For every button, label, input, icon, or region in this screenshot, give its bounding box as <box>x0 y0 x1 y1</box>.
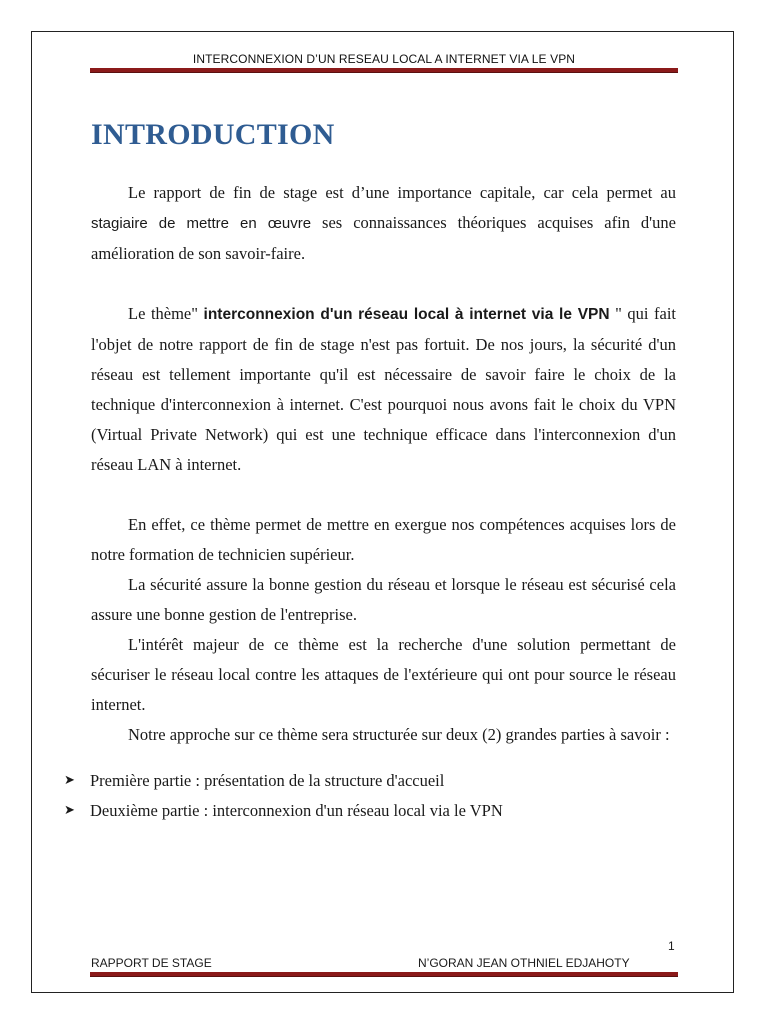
paragraph-1-sans-text: stagiaire de mettre en œuvre <box>91 215 312 232</box>
paragraph-1-text-end: ses connaissances théoriques acquises afin d'une amélioration de son savoir-faire. <box>91 213 676 263</box>
paragraph-2 <box>91 299 676 480</box>
list-item <box>64 766 684 796</box>
paragraph-6: Notre approche sur ce thème sera structurée sur deux (2) grandes parties à savoir : <box>128 725 670 744</box>
arrow-bullet-icon: ➤ <box>64 773 75 788</box>
footer-author: N’GORAN JEAN OTHNIEL EDJAHOTY <box>418 956 630 970</box>
paragraph-3: En effet, ce thème permet de mettre en exergue nos compétences acquises lors de notre formation de technicien supérieur. <box>91 515 676 564</box>
theme-title-bold: interconnexion d'un réseau local à internet via le VPN <box>203 306 610 323</box>
paragraph-1 <box>91 178 676 269</box>
list-item-text: Première partie : présentation de la structure d'accueil <box>90 771 445 790</box>
arrow-bullet-icon: ➤ <box>64 803 75 818</box>
paragraph-2-text-end: " qui fait l'objet de notre rapport de fin de stage n'est pas fortuit. De nos jours, la sécurité d'un réseau est tellement importante qu'il est nécessaire de savoir faire le choix de la technique d'interconnexion à internet. C'est pourquoi nous avons fait le choix du VPN (Virtual Private Network) qui est une technique efficace dans l'interconnexion d'un réseau LAN à internet. <box>91 304 676 474</box>
footer-report-label: RAPPORT DE STAGE <box>91 956 212 970</box>
header-divider <box>90 68 678 73</box>
list-item <box>64 796 684 826</box>
section-heading: INTRODUCTION <box>91 118 335 151</box>
parts-list <box>64 766 684 826</box>
paragraph-5: L'intérêt majeur de ce thème est la recherche d'une solution permettant de sécuriser le réseau local contre les attaques de l'extérieure qui ont pour source le réseau internet. <box>91 635 676 714</box>
paragraph-4: La sécurité assure la bonne gestion du réseau et lorsque le réseau est sécurisé cela assure une bonne gestion de l'entreprise. <box>91 575 676 624</box>
paragraph-1-text: Le rapport de fin de stage est d’une importance capitale, car cela permet au <box>128 183 676 202</box>
footer-divider <box>90 972 678 977</box>
running-header: INTERCONNEXION D’UN RESEAU LOCAL A INTERNET VIA LE VPN <box>192 52 576 66</box>
page-number: 1 <box>668 939 675 953</box>
list-item-text: Deuxième partie : interconnexion d'un réseau local via le VPN <box>90 801 503 820</box>
paragraph-2-text: Le thème" <box>128 304 204 323</box>
body-text <box>91 178 676 750</box>
